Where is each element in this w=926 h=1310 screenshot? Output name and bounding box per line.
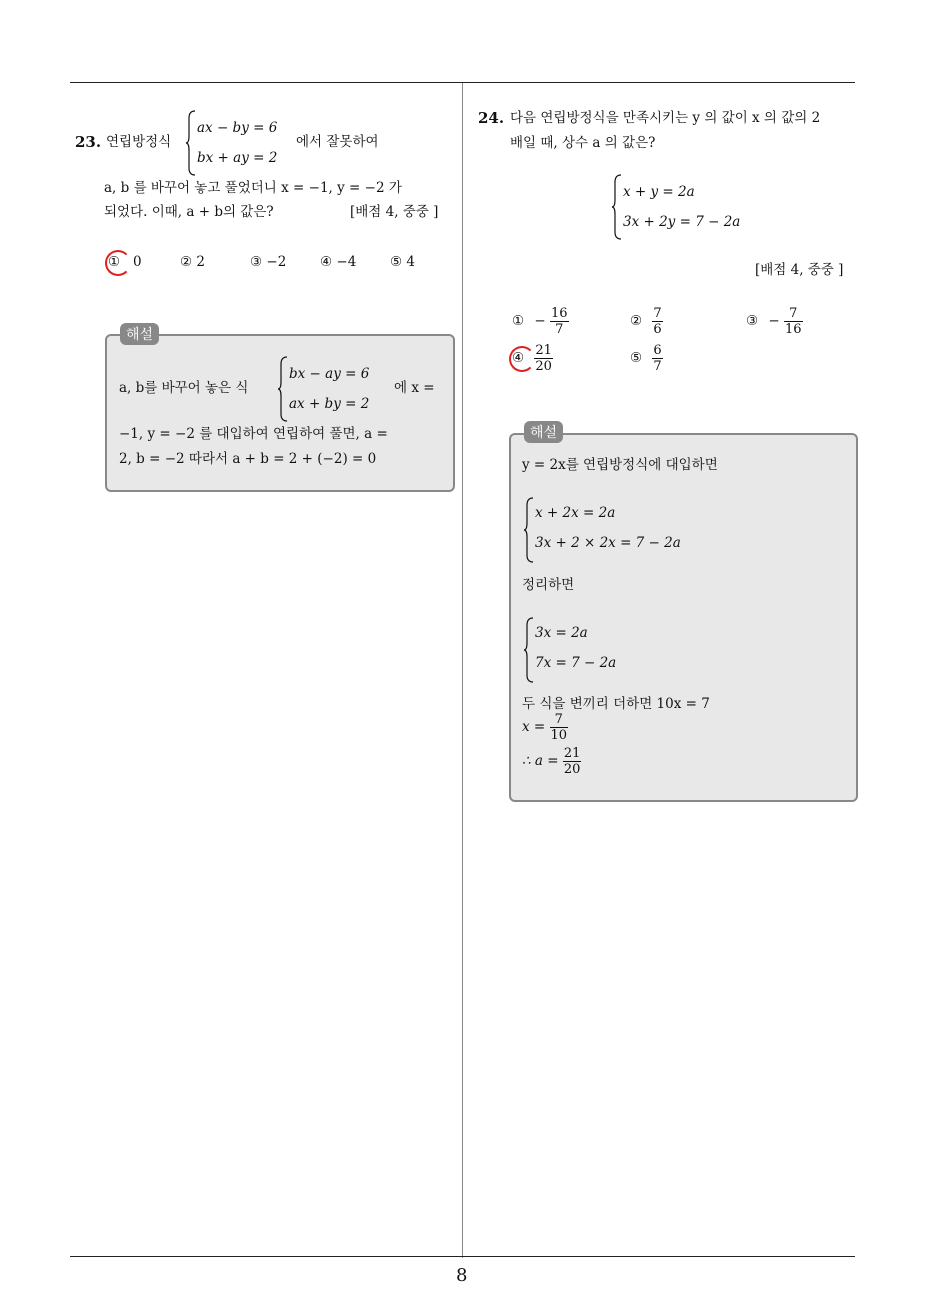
q24-choice-4-mark: ④ [512, 350, 525, 366]
q24-choice-3-den: 16 [785, 322, 802, 337]
q23-choice-2[interactable]: ② 2 [180, 254, 205, 270]
q23-solution-tag: 해설 [120, 323, 159, 345]
q24-sol-s2-eq2: 7x = 7 − 2a [535, 655, 617, 671]
q24-choice-4-den: 20 [535, 359, 552, 374]
q23-eq1: ax − by = 6 [197, 120, 278, 136]
q24-brace [612, 174, 622, 240]
q24-score: [배점 4, 중중 ] [755, 262, 844, 278]
q24-sol-line2: 정리하면 [522, 577, 575, 593]
q24-sol-a-num: 21 [563, 746, 581, 761]
q24-choice-1-den: 7 [555, 322, 564, 337]
q24-eq2: 3x + 2y = 7 − 2a [623, 214, 741, 230]
q24-choice-3-num: 7 [784, 306, 803, 322]
q23-system [186, 110, 286, 176]
q23-sol-line2: −1, y = −2 를 대입하여 연립하여 풀면, a = [119, 426, 388, 442]
q24-line1: 다음 연립방정식을 만족시키는 y 의 값이 x 의 값의 2 [510, 110, 821, 126]
q23-sol-eq1: bx − ay = 6 [289, 366, 370, 382]
q24-sol-s1-eq2: 3x + 2 × 2x = 7 − 2a [535, 535, 681, 551]
q24-eq1: x + y = 2a [623, 184, 695, 200]
q24-sol-x-num: 7 [550, 712, 569, 728]
q24-choice-2-frac [652, 306, 662, 337]
q24-sol-system2 [524, 617, 664, 683]
q24-choice-3-mark: ③ [746, 313, 759, 329]
q23-choice-5[interactable]: ⑤ 4 [390, 254, 415, 270]
q23-choice-1-value[interactable]: 0 [133, 254, 142, 270]
q23-sol-tail: 에 x = [394, 380, 435, 396]
q24-sol-x [522, 712, 568, 743]
q24-sol-s1-eq1: x + 2x = 2a [535, 505, 616, 521]
q23-line3: 되었다. 이때, a + b의 값은? [104, 204, 274, 220]
q24-choice-5-den: 7 [653, 359, 662, 374]
q23-choice-4[interactable]: ④ −4 [320, 254, 357, 270]
q24-choice-2-mark: ② [630, 313, 643, 329]
q23-score: [배점 4, 중중 ] [350, 204, 439, 220]
q24-solution-tag: 해설 [524, 421, 563, 443]
q24-choice-4-num: 21 [535, 343, 552, 358]
q24-number: 24. [478, 109, 505, 127]
column-divider [462, 83, 463, 1258]
q24-choice-5[interactable] [630, 343, 663, 374]
q23-choice-1-mark[interactable]: ① [108, 254, 121, 270]
q24-choice-3-frac [784, 306, 803, 337]
q24-sol-a [522, 746, 581, 777]
q24-sol-a-den: 20 [563, 762, 581, 777]
q24-sol-x-lhs: x = [522, 719, 546, 735]
q24-choice-5-mark: ⑤ [630, 350, 643, 366]
q23-choice-3[interactable]: ③ −2 [250, 254, 287, 270]
q24-system [612, 174, 752, 240]
q23-number: 23. [75, 133, 102, 151]
q24-choice-1-frac [550, 306, 569, 337]
q24-choice-2-num: 7 [653, 306, 662, 321]
q24-choice-3[interactable] [746, 306, 803, 337]
q24-answer-circle [509, 346, 535, 372]
q24-sol-a-frac [563, 746, 582, 777]
q24-choice-1-mark: ① [512, 313, 525, 329]
q23-sol-intro: a, b를 바꾸어 놓은 식 [119, 380, 249, 396]
q24-choice-2-den: 6 [653, 322, 662, 337]
q23-sol-brace [278, 356, 288, 422]
q24-choice-4-frac [534, 343, 553, 374]
q24-choice-1[interactable] [512, 306, 569, 337]
q24-choice-1-sign: − [534, 313, 546, 329]
q24-choice-5-num: 6 [653, 343, 662, 358]
q24-sol-brace2 [524, 617, 534, 683]
q24-sol-line3: 두 식을 변끼리 더하면 10x = 7 [522, 696, 710, 712]
q23-intro: 연립방정식 [106, 134, 172, 150]
q23-sol-eq2: ax + by = 2 [289, 396, 370, 412]
q24-sol-brace1 [524, 497, 534, 563]
q24-sol-system1 [524, 497, 704, 563]
q23-brace [186, 110, 196, 176]
page-number: 8 [456, 1265, 468, 1286]
q23-answer-circle [105, 250, 131, 276]
q24-sol-x-frac [550, 712, 569, 743]
q24-sol-line1: y = 2x를 연립방정식에 대입하면 [522, 457, 718, 473]
q23-eq2: bx + ay = 2 [197, 150, 278, 166]
q24-choice-5-frac [652, 343, 662, 374]
q24-line2: 배일 때, 상수 a 의 값은? [510, 135, 656, 151]
q24-sol-a-lhs: ∴ a = [522, 753, 559, 769]
q24-sol-s2-eq1: 3x = 2a [535, 625, 588, 641]
q23-sol-system [278, 356, 378, 422]
q24-choice-1-num: 16 [551, 306, 568, 321]
bottom-rule [70, 1256, 855, 1257]
q24-choice-3-sign: − [768, 313, 780, 329]
q24-sol-x-den: 10 [550, 728, 568, 743]
q24-choice-2[interactable] [630, 306, 663, 337]
q23-tail: 에서 잘못하여 [296, 134, 379, 150]
q23-line2: a, b 를 바꾸어 놓고 풀었더니 x = −1, y = −2 가 [104, 180, 402, 196]
q23-sol-line3: 2, b = −2 따라서 a + b = 2 + (−2) = 0 [119, 451, 377, 467]
